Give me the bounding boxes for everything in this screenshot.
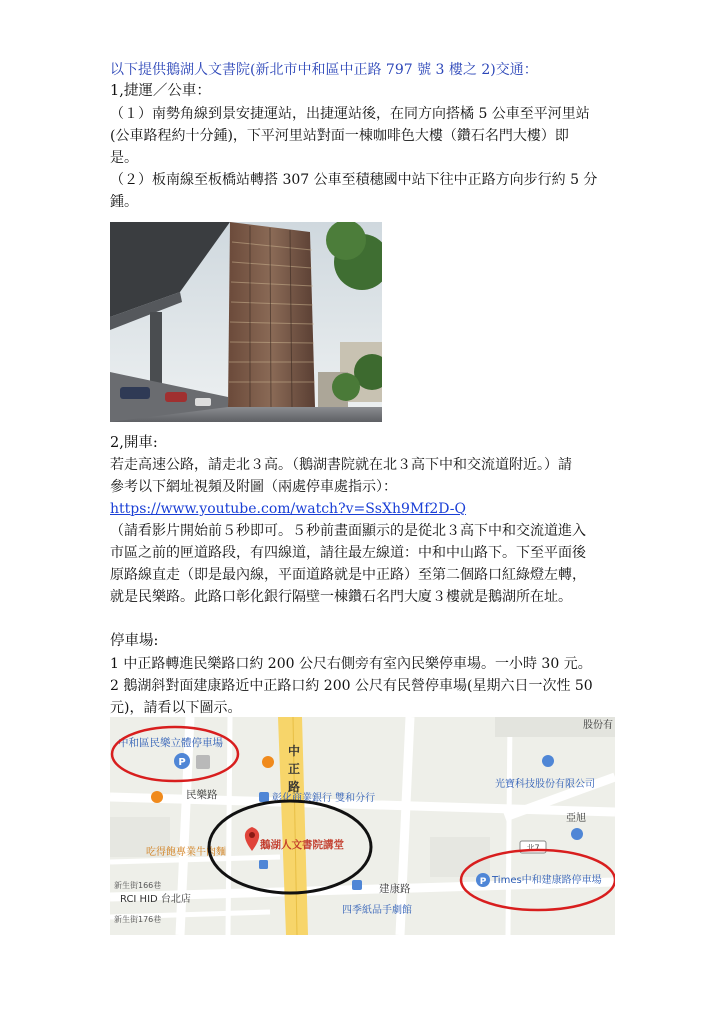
shop-icon <box>352 880 362 890</box>
drive-heading: 2,開車: <box>110 435 158 451</box>
transit-line: （２）板南線至板橋站轉搭 307 公車至積穗國中站下往中正路方向步行約 5 分 <box>110 172 598 188</box>
building-photo <box>110 222 382 422</box>
drive-line: 若走高速公路，請走北３高。（鵝湖書院就在北３高下中和交流道附近。）請 <box>110 457 572 473</box>
transit-line: 鍾。 <box>110 194 138 210</box>
rci-label: RCI HID 台北店 <box>120 894 191 905</box>
restaurant-icon <box>262 756 274 768</box>
transit-heading: 1,捷運／公車： <box>110 83 211 99</box>
corner-label: 股份有 <box>583 720 613 731</box>
yaxu-label: 亞旭 <box>566 813 586 824</box>
road-label-minle: 民樂路 <box>186 789 218 801</box>
drive-line: 原路線直走（即是最內線，平面道路就是中正路）至第二個路口紅綠燈左轉， <box>110 567 586 583</box>
road-label-jiankang: 建康路 <box>379 883 411 895</box>
bank-label: 彰化商業銀行 雙和分行 <box>272 793 376 804</box>
street-label-176: 新生街176巷 <box>114 915 162 924</box>
times-parking-label: Times中和建康路停車場 <box>492 875 602 886</box>
road-label-lu: 路 <box>288 780 301 794</box>
road-label-zhong: 中 <box>288 744 301 758</box>
drive-line: 參考以下網址視頻及附圖（兩處停車處指示）： <box>110 479 397 495</box>
route-shield-label: 北7 <box>526 843 540 853</box>
intro-line: 以下提供鵝湖人文書院(新北市中和區中正路 797 號 3 樓之 2)交通： <box>110 62 538 78</box>
parking-line: 2 鵝湖斜對面建康路近中正路口約 200 公尺有民營停車場(星期六日一次性 50 <box>110 678 593 694</box>
youtube-link[interactable]: https://www.youtube.com/watch?v=SsXh9Mf2D-Q <box>110 501 467 517</box>
restaurant-label: 吃得飽專業牛肉麵 <box>146 847 226 858</box>
parking-line: 1 中正路轉進民樂路口約 200 公尺右側旁有室內民樂停車場。一小時 30 元。 <box>110 656 592 672</box>
transit-line: （１）南勢角線到景安捷運站，出捷運站後，在同方向搭橘 5 公車至平河里站 <box>110 106 590 122</box>
yaxu-icon <box>571 828 583 840</box>
drive-line: 就是民樂路。此路口彰化銀行隔壁一棟鑽石名門大廈３樓就是鵝湖所在址。 <box>110 589 572 605</box>
transit-icon <box>259 860 268 869</box>
parking-map <box>110 717 615 935</box>
transit-line: 是。 <box>110 150 138 166</box>
stationery-label: 四季紙品手劇館 <box>342 905 412 916</box>
street-label-166: 新生街166巷 <box>114 881 162 890</box>
guangbao-label: 光寶科技股份有限公司 <box>495 779 595 790</box>
bank-icon <box>259 792 269 802</box>
svg-text:P: P <box>178 757 186 768</box>
parking-line: 元)，請看以下圖示。 <box>110 700 242 716</box>
svg-text:P: P <box>479 877 487 887</box>
food-icon <box>151 791 163 803</box>
drive-line: （請看影片開始前５秒即可。５秒前畫面顯示的是從北３高下中和交流道進入 <box>110 523 586 539</box>
company-icon <box>542 755 554 767</box>
parking-minle-label: 中和區民樂立體停車場 <box>118 737 223 749</box>
parking-heading: 停車場: <box>110 633 159 649</box>
road-label-zheng: 正 <box>288 762 301 776</box>
transit-line: (公車路程約十分鍾)，下平河里站對面一棟咖啡色大樓（鑽石名門大樓）即 <box>110 128 569 144</box>
drive-line: 市區之前的匣道路段，有四線道，請往最左線道：中和中山路下。下至平面後 <box>110 545 586 561</box>
ehu-label: 鵝湖人文書院講堂 <box>260 839 344 851</box>
